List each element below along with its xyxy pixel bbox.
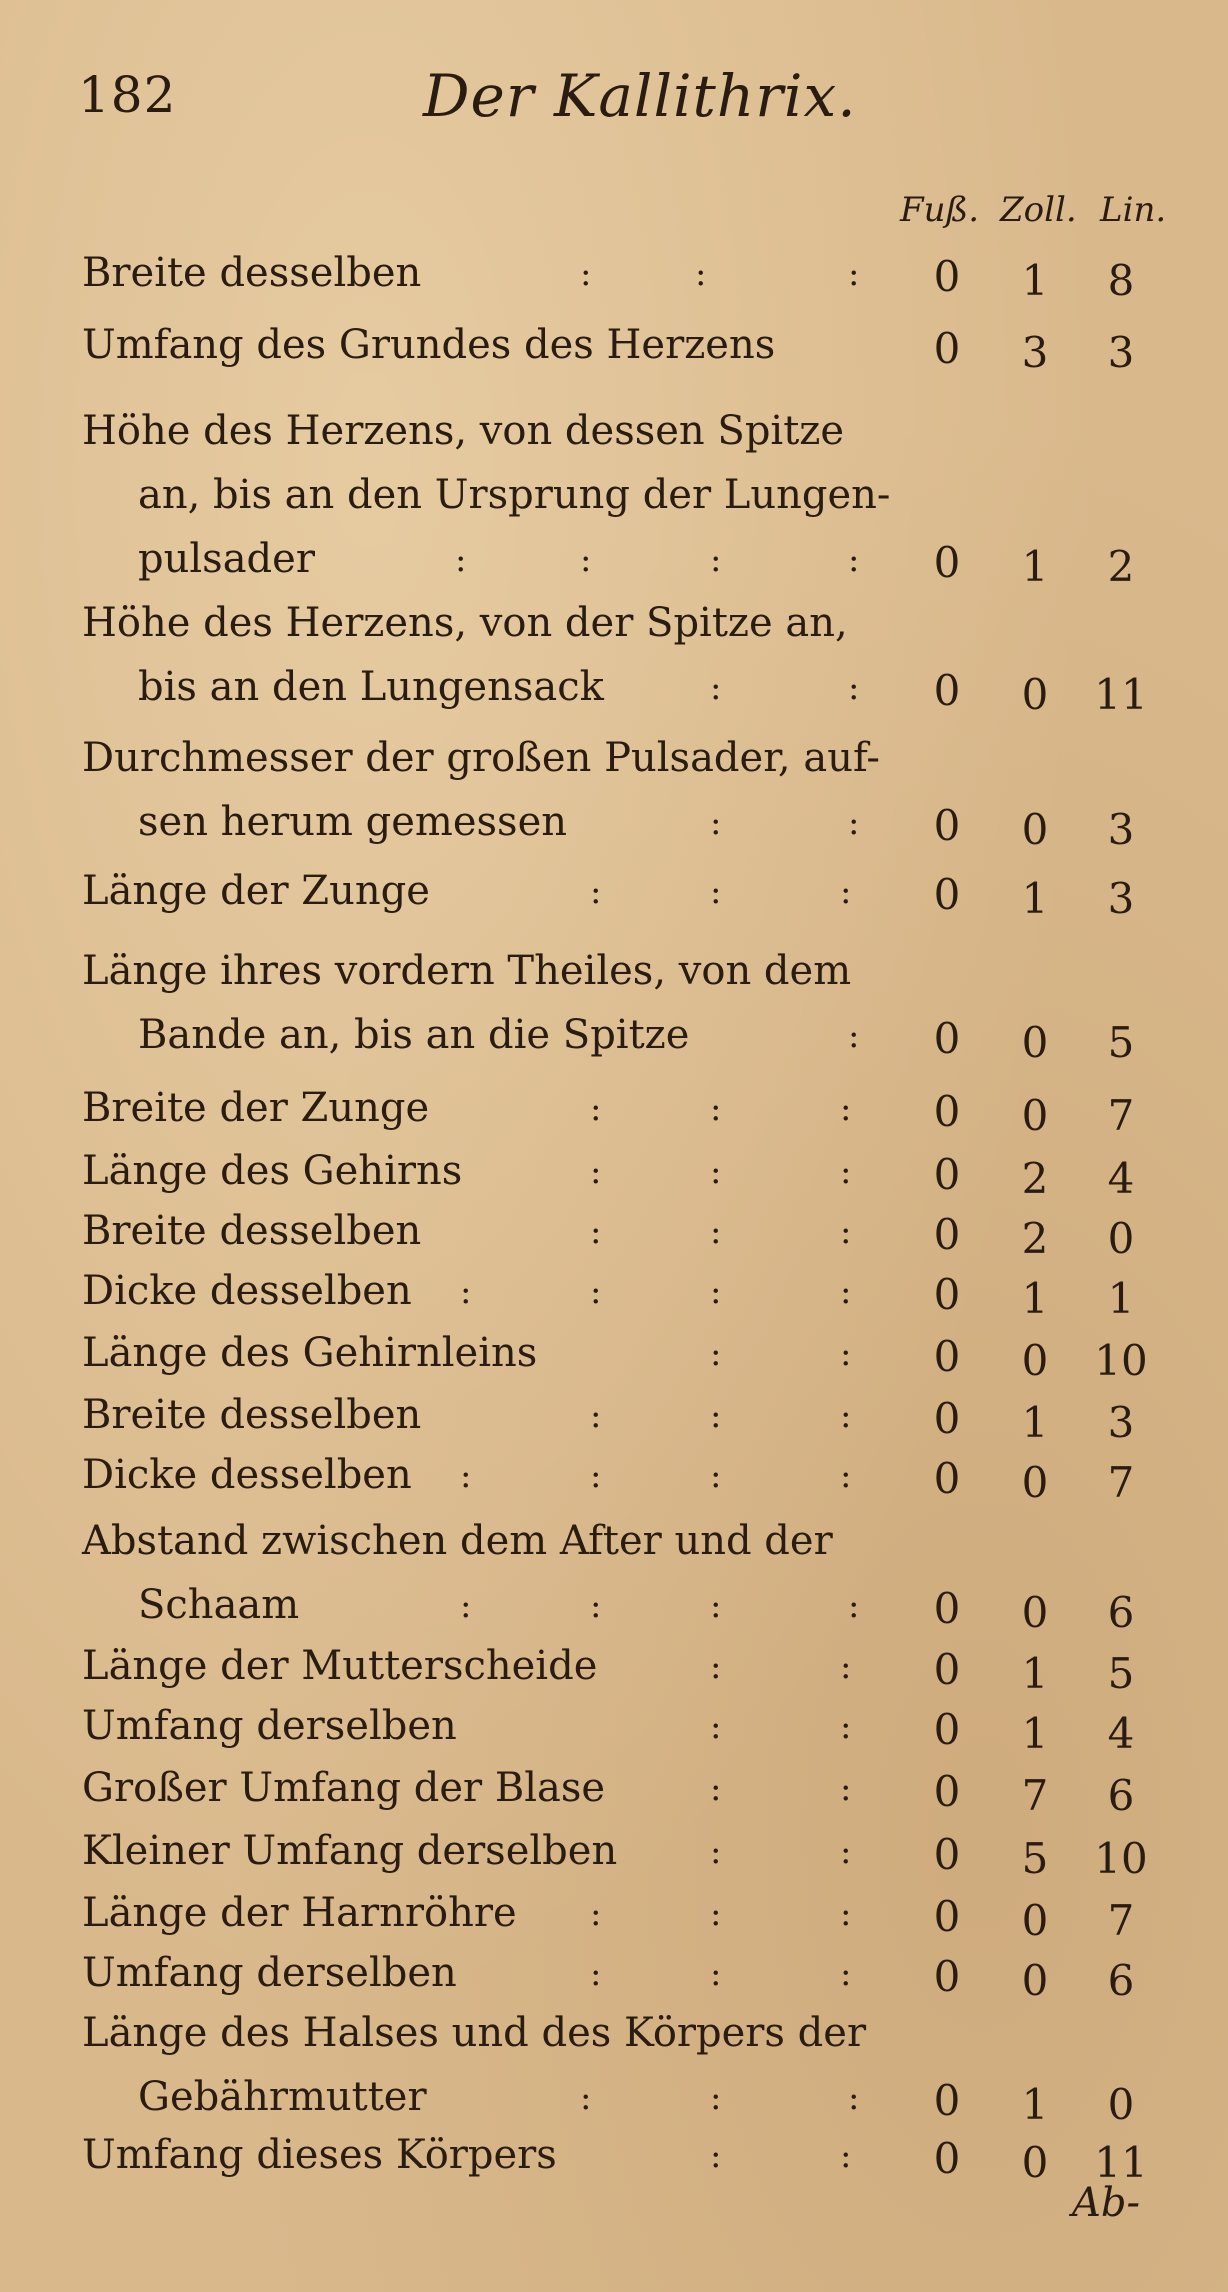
row-label-line: Gebährmutter [138,2074,427,2120]
leader-dots: : [590,872,602,912]
row-label-line: Breite der Zunge [82,1085,430,1131]
leader-dots: : [710,2078,722,2118]
leader-dots: : [710,1894,722,1934]
row-label-line: pulsader [138,536,315,582]
leader-dots: : [848,1016,860,1056]
value-zoll: 1 [1021,1649,1049,1698]
value-fuss: 0 [933,1767,961,1816]
leader-dots: : [710,1647,722,1687]
leader-dots: : [840,1334,852,1374]
leader-dots: : [710,1089,722,1129]
value-fuss: 0 [933,538,961,587]
leader-dots: : [848,2078,860,2118]
leader-dots: : [590,1396,602,1436]
leader-dots: : [590,1152,602,1192]
leader-dots: : [840,1832,852,1872]
table-row [0,868,1228,932]
leader-dots: : [840,1707,852,1747]
value-zoll: 1 [1021,874,1049,923]
value-linien: 4 [1107,1154,1135,1203]
value-zoll: 1 [1021,542,1049,591]
value-fuss: 0 [933,1454,961,1503]
value-zoll: 0 [1021,1896,1049,1945]
leader-dots: : [840,1212,852,1252]
leader-dots: : [460,1272,472,1312]
value-fuss: 0 [933,1645,961,1694]
value-linien: 2 [1107,542,1135,591]
value-linien: 5 [1107,1018,1135,1067]
row-label-line: Schaam [138,1582,300,1628]
value-zoll: 1 [1021,256,1049,305]
value-zoll: 0 [1021,805,1049,854]
value-fuss: 0 [933,2076,961,2125]
value-fuss: 0 [933,1892,961,1941]
table-row [0,1330,1228,1394]
row-label-line: Umfang derselben [82,1950,457,1996]
table-row [0,2010,1228,2138]
value-fuss: 0 [933,1210,961,1259]
column-header-zoll: Zoll. [1000,190,1077,230]
value-fuss: 0 [933,1150,961,1199]
value-fuss: 0 [933,666,961,715]
leader-dots: : [695,254,707,294]
value-linien: 0 [1107,1214,1135,1263]
leader-dots: : [710,1212,722,1252]
value-zoll: 1 [1021,2080,1049,2129]
table-row [0,1208,1228,1272]
leader-dots: : [710,872,722,912]
value-fuss: 0 [933,1270,961,1319]
row-label-line: Dicke desselben [82,1452,412,1498]
value-zoll: 1 [1021,1398,1049,1447]
row-label-line: Umfang des Grundes des Herzens [82,322,776,368]
row-label-line: Durchmesser der großen Pulsader, auf- [82,735,880,781]
value-fuss: 0 [933,1087,961,1136]
value-fuss: 0 [933,801,961,850]
leader-dots: : [590,1586,602,1626]
row-label-line: Umfang dieses Körpers [82,2132,557,2178]
leader-dots: : [710,1152,722,1192]
value-zoll: 0 [1021,1018,1049,1067]
row-label-line: Höhe des Herzens, von dessen Spitze [82,408,845,454]
value-linien: 5 [1107,1649,1135,1698]
leader-dots: : [840,872,852,912]
leader-dots: : [580,254,592,294]
leader-dots: : [848,803,860,843]
leader-dots: : [840,1769,852,1809]
row-label-line: Länge der Mutterscheide [82,1643,598,1689]
value-linien: 1 [1107,1274,1135,1323]
value-zoll: 1 [1021,1274,1049,1323]
value-fuss: 0 [933,2134,961,2183]
leader-dots: : [710,1707,722,1747]
leader-dots: : [840,1647,852,1687]
leader-dots: : [840,1396,852,1436]
table-row [0,1828,1228,1892]
leader-dots: : [590,1456,602,1496]
leader-dots: : [580,2078,592,2118]
column-header-fuss: Fuß. [900,190,980,230]
leader-dots: : [848,540,860,580]
leader-dots: : [840,1272,852,1312]
leader-dots: : [848,668,860,708]
leader-dots: : [590,1272,602,1312]
value-zoll: 2 [1021,1214,1049,1263]
table-row [0,1518,1228,1646]
leader-dots: : [710,1832,722,1872]
value-linien: 11 [1094,670,1148,719]
row-label-line: Länge der Harnröhre [82,1890,517,1936]
value-zoll: 0 [1021,1956,1049,2005]
leader-dots: : [710,1456,722,1496]
value-fuss: 0 [933,1705,961,1754]
leader-dots: : [590,1954,602,1994]
row-label-line: Bande an, bis an die Spitze [138,1012,690,1058]
row-label-line: Dicke desselben [82,1268,412,1314]
value-linien: 7 [1107,1896,1135,1945]
leader-dots: : [710,1396,722,1436]
table-row [0,735,1228,863]
leader-dots: : [710,2136,722,2176]
leader-dots: : [840,1456,852,1496]
catchword: Ab- [1072,2180,1141,2226]
value-zoll: 7 [1021,1771,1049,1820]
row-label-line: Kleiner Umfang derselben [82,1828,618,1874]
value-fuss: 0 [933,1584,961,1633]
table-row [0,250,1228,314]
value-linien: 3 [1107,805,1135,854]
row-label-line: Großer Umfang der Blase [82,1765,606,1811]
value-zoll: 1 [1021,1709,1049,1758]
leader-dots: : [840,2136,852,2176]
leader-dots: : [460,1456,472,1496]
table-row [0,1085,1228,1149]
leader-dots: : [710,1954,722,1994]
value-linien: 6 [1107,1588,1135,1637]
value-linien: 6 [1107,1771,1135,1820]
table-row [0,2132,1228,2196]
row-label-line: Länge der Zunge [82,868,430,914]
leader-dots: : [840,1954,852,1994]
row-label-line: Breite desselben [82,1208,422,1254]
leader-dots: : [590,1212,602,1252]
leader-dots: : [590,1894,602,1934]
value-fuss: 0 [933,1394,961,1443]
leader-dots: : [580,540,592,580]
value-linien: 10 [1094,1336,1148,1385]
value-fuss: 0 [933,324,961,373]
value-zoll: 0 [1021,1458,1049,1507]
leader-dots: : [460,1586,472,1626]
row-label-line: sen herum gemessen [138,799,568,845]
value-linien: 3 [1107,1398,1135,1447]
table-row [0,1452,1228,1516]
table-row [0,948,1228,1076]
row-label-line: Abstand zwischen dem After und der [82,1518,833,1564]
value-linien: 10 [1094,1834,1148,1883]
value-zoll: 3 [1021,328,1049,377]
leader-dots: : [848,1586,860,1626]
leader-dots: : [710,668,722,708]
value-fuss: 0 [933,1952,961,2001]
value-zoll: 2 [1021,1154,1049,1203]
value-fuss: 0 [933,252,961,301]
row-label-line: Umfang derselben [82,1703,457,1749]
leader-dots: : [590,1089,602,1129]
value-fuss: 0 [933,1332,961,1381]
value-linien: 0 [1107,2080,1135,2129]
row-label-line: Länge des Gehirns [82,1148,463,1194]
row-label-line: an, bis an den Ursprung der Lungen- [138,472,891,518]
value-fuss: 0 [933,870,961,919]
value-linien: 4 [1107,1709,1135,1758]
row-label-line: Länge des Gehirnleins [82,1330,538,1376]
table-row [0,1890,1228,1954]
table-row [0,1392,1228,1456]
row-label-line: bis an den Lungensack [138,664,604,710]
row-label-line: Länge des Halses und des Körpers der [82,2010,867,2056]
value-zoll: 0 [1021,1091,1049,1140]
leader-dots: : [710,1769,722,1809]
table-row [0,1765,1228,1829]
table-row [0,1268,1228,1332]
table-row [0,1643,1228,1707]
table-row [0,322,1228,386]
leader-dots: : [840,1152,852,1192]
row-label-line: Höhe des Herzens, von der Spitze an, [82,600,848,646]
leader-dots: : [710,1272,722,1312]
leader-dots: : [710,1586,722,1626]
table-row [0,600,1228,728]
table-row [0,408,1228,600]
value-zoll: 0 [1021,670,1049,719]
value-linien: 7 [1107,1458,1135,1507]
value-linien: 7 [1107,1091,1135,1140]
table-row [0,1148,1228,1212]
value-zoll: 0 [1021,1588,1049,1637]
column-header-linien: Lin. [1100,190,1167,230]
leader-dots: : [848,254,860,294]
row-label-line: Länge ihres vordern Theiles, von dem [82,948,852,994]
page-number: 182 [78,66,177,124]
leader-dots: : [710,803,722,843]
value-zoll: 0 [1021,1336,1049,1385]
table-row [0,1703,1228,1767]
value-zoll: 5 [1021,1834,1049,1883]
value-fuss: 0 [933,1830,961,1879]
value-linien: 8 [1107,256,1135,305]
value-zoll: 0 [1021,2138,1049,2187]
leader-dots: : [710,1334,722,1374]
row-label-line: Breite desselben [82,1392,422,1438]
value-linien: 3 [1107,874,1135,923]
row-label-line: Breite desselben [82,250,422,296]
value-linien: 11 [1094,2138,1148,2187]
table-row [0,1950,1228,2014]
value-fuss: 0 [933,1014,961,1063]
leader-dots: : [840,1894,852,1934]
running-title: Der Kallithrix. [423,62,857,130]
leader-dots: : [840,1089,852,1129]
value-linien: 3 [1107,328,1135,377]
leader-dots: : [455,540,467,580]
value-linien: 6 [1107,1956,1135,2005]
leader-dots: : [710,540,722,580]
